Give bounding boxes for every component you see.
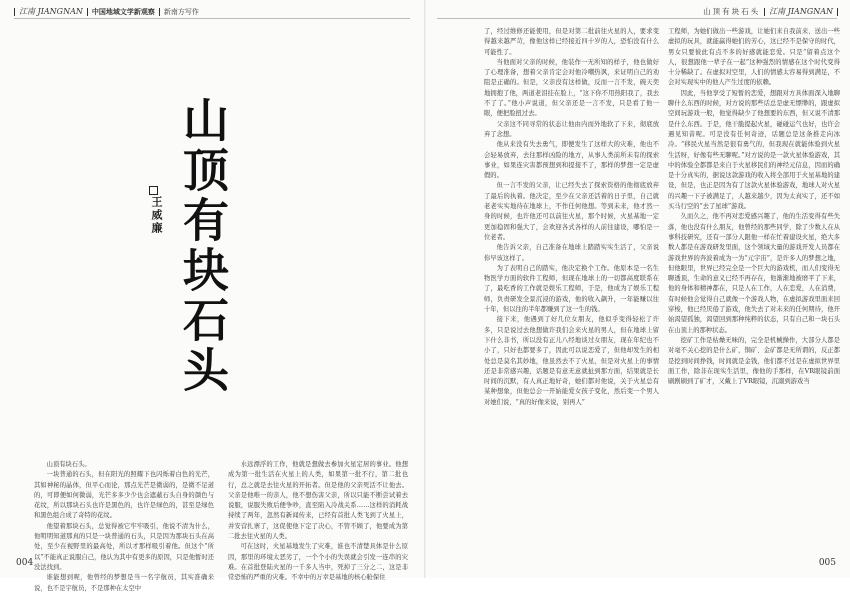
running-header-right [703,6,838,17]
header-rule [14,18,410,19]
paragraph: 挖矿工作是枯燥无味的，完全是机械操作，大部分人都是对毫不关心挖的是什么矿，铜矿、金矿都是无所谓的，反正都是挖到时间挣钱，时间就是金钱，他们都不过是在虚拟世界里面工作，除非在现实生活里，像他的手那样，在VR眼镜前面刷剧刷到了矿才，又戴上了VR眼镜，沉溺到游戏当 [668,336,840,386]
paragraph: 一块普通的石头，但在阳光的照耀下也闪烁着白色的光芒，其如神秘的晶体，但平心而论，那点光芒是微弱的，是微不足道的，可即便如何微弱，光芒多多少少也会遮蔽石头自身的颜色与花纹，所以那块石头也许是黑色的，也许是绿色的，甚至是绿色和黑色组合成了奇特的花纹。 [34,471,214,520]
paragraph: 父亲这不同寻常的状态让他由内而外地软了下来，彻底放弃了念想。 [484,120,659,138]
paragraph: 水远漂浮的工作，他就是想做去参加火星定居的事业。他想成为第一批生活在火星上的人类，如果第一批不行，第二批也行，总之就是去往火星的开拓者。但是他的父亲死活不让他去。父亲是他唯一的亲人，他不想伤害父亲，所以只能不断尝试着去说服，说服失败后便争吵，直至陷入冷战关系……这样的消耗战持续了两年，忽然有新闻传来，已经有首批人类飞到了火星上，并安营扎寨了，这促使他下定了决心，不管不顾了，他要成为第二批去往火星的人类。 [228,461,408,541]
header-divider [837,8,838,16]
header-divider [14,8,15,16]
body-column-3 [484,27,659,547]
header-divider [159,8,160,16]
paragraph: 工程师，为她们做出一些游戏，让她们来自我前来、送出一些虚拟的玩具，就能赢得她们的芳心，这已经不是保守的时代，男女只要彼此有点不多的好感就能恋爱。只是“留着点这个人，很想跟他一辈子在一起”这种强烈的情感在这个时代变得十分稀缺了。在虚拟对空里，人们的情感太容易得到满足，不会对实现实中的他人产生过度的依赖。 [668,28,840,87]
paragraph: 他从来没有失去勇气，即便发生了这样大的灾难，他也不会轻易放弃，去往那样凶险的地方，从事人类前所未有的探索事业，如果连灾害都预想到和提接不了，那样的梦想一定是虚假的。 [484,141,659,180]
paragraph: 他望着那块石头，总觉得被它牢牢吸引，他说不清为什么，他明明知道那真的只是一块普通的石头，只是因为那块石头在高处，至少在视野里的最高处，所以才那样吸引着他。但这个“所以”不能真正说服自己，他认为其中有更多的原因，只是他暂时还没法找到。 [34,522,214,571]
paragraph: 可在这时，火星基地发生了灾难，谁也不清楚具体是什么原因，那里的环境太恶劣了，一个个小的失误就会引发一连串的灾难。在首批登陆火星的一千多人当中，死掉了三分之二，这是非常恐怖的严重的灾难。不幸中的万幸是基地的核心舱保住 [228,543,408,582]
article-author: 王威廉 [150,196,163,235]
body-column-2 [228,460,408,582]
paragraph: 接下来，他遇到了好几位女朋友，他似乎变得轻松了许多，只是说过去他想做许我们会来火星的男人，但在地球上留下什么非书，所以没有正儿八经地谈过女朋友，现在年纪也不小了，只好也都要多了，因此可以说恋爱了，但他却发生的相处总是莫名其妙地，他虽然去不了火星，但是对火星上的事情还是非常感兴趣，话题是有意无意就扯到那方面，结果就是长时间的沉默，有人真正地好奇，她们都对他说，关于火星总有某种想象，但他总会一开始能爱女孩子变化，然后变一个男人对她们说，“真的好像来说，别再人” [484,316,659,406]
paragraph: 因此，当他享受了短暂的恋爱，想跟对方具体面深入地聊聊什么东西的时候，对方说的那些话总是虚无缥缈的，跟虚拟空间玩游戏一般，他觉得缺少了他想要的东西，但又说不清那是什么东西。于是，他干脆提起火星，碰碰运气也好，也许会遇见知音呢。可是没有任何奇迹，话题总是这条推走向冰冷。“移民火星当然是很有勇气的，但我现在就能体验到火星生活呀，好像有些无聊呢。”对方说的是一款火星体验游戏，其中的体验全都都是来自于火星移民们的神经元信息，因而的确是十分真实的，据说这款游戏的收入将全部用于火星基地的建设，但是，也正是因为有了这款火星体验游戏，地球人对火星的兴趣一下子被满足了，人越来越少，因为太真实了，还不如买马行空的“去了星球”游戏。 [668,89,840,211]
header-article-title: 山顶有块石头 [703,7,761,16]
body-column-1 [34,460,214,592]
section-label: 中国地域文学新观察 [91,6,155,16]
page-number: 004 [16,558,34,568]
left-page [0,0,425,592]
paragraph: 为了表明自己的踏实，他决定换个工作。他原本是一名生物医学方面的软件工程师，但现在地球上的一切都高度联系在了，最吃香的工作就是娱乐工程师，于是，他成为了娱乐工程师，负责研发全景沉浸的游戏，他的收入飙升，一年能赚以往十年，但以往的半年都赚到了这一生的钱。 [484,264,659,314]
magazine-brand: 江南 JIANGNAN [769,7,833,16]
header-rule [437,18,837,19]
paragraph: 山顶有块石头。 [46,461,91,468]
magazine-brand: 江南 JIANGNAN [19,7,83,16]
paragraph: 他告诉父亲，自己准备在地球上踏踏实实生活了，父亲说你早该这样了。 [484,244,659,262]
paragraph: 当他面对父亲的时候，他装作一无所知的样子，他也做好了心理准备，想着父亲肯定会对他冷嘲热讽，来证明自己的劝阻是正确的。但是，父亲没有这样做，反而一言不发，碗天奕地拥抱了他，两道老泪挂在脸上，“这下你不用热阳我了，我去不了了。”他小声说道，但父亲还是一言不发，只是看了他一眼，便把脸扭过去。 [484,58,659,118]
paragraph: 久而久之，他不再对恋爱感兴趣了，他的生活变得有些失落，他也没有什么朋友，他曾经的那些同学，除了少数人在从事科技研究，还有一部分人跟他一样在忙着建设火星，绝大多数人都是在游戏研发里面，这个领域大量的游戏开发人员都在游戏世界的奔波着成为一为“元宇宙”，是许多人的梦想之地，但他眼里，世界已经完全是一个巨大的游戏机，而人们变得无聊透顶，生命的意义已经不再存在，他渐渐地被磨平了下来，他的身体和精神都在，只是人在工作，人在恋爱，人在消费，有时候他会觉得自己就像一个游戏人物，在虚拟游戏里面来回穿梭，他已经厌倦了游戏，他失去了对未来的任何期待，他开始渴望孤独，渴望回到那种纯粹的状态，只有自己和一块石头在山顶上的那种状态。 [668,213,840,334]
paragraph: 但一言不发的父亲，让已经失去了探索资格的他彻底放弃了最后的执着。他决定，至少在父亲还活着的日子里，自己就老老实实地待在地球上，不作任何他想。等到未来，他才然一身的时候，也许他还可以前往火星，那个时候，火星基地一定更加稳固和强大了，会欢迎各式各样的人前往建设，哪怕是一位老者。 [484,182,659,241]
running-header-left [14,6,199,17]
header-divider [87,8,88,16]
right-page [425,0,850,578]
paragraph: 了，经过维修还能使用，但是对第二批前往火星的人，要求变得越来越严苛，像他这样已经接近四十岁的人，恐怕没有什么可能性了。 [484,28,659,56]
paragraph: 谁能想到呢，他曾经的梦想是当一名宇航员，其实准确来说，也不是宇航员，不是那种在太空中 [34,574,214,592]
author-marker [149,186,158,195]
column-label: 新南方写作 [163,7,199,16]
body-column-4 [668,27,840,547]
article-title: 山顶有块石头 [176,96,230,396]
header-divider [764,8,765,16]
page-number: 005 [818,558,836,568]
